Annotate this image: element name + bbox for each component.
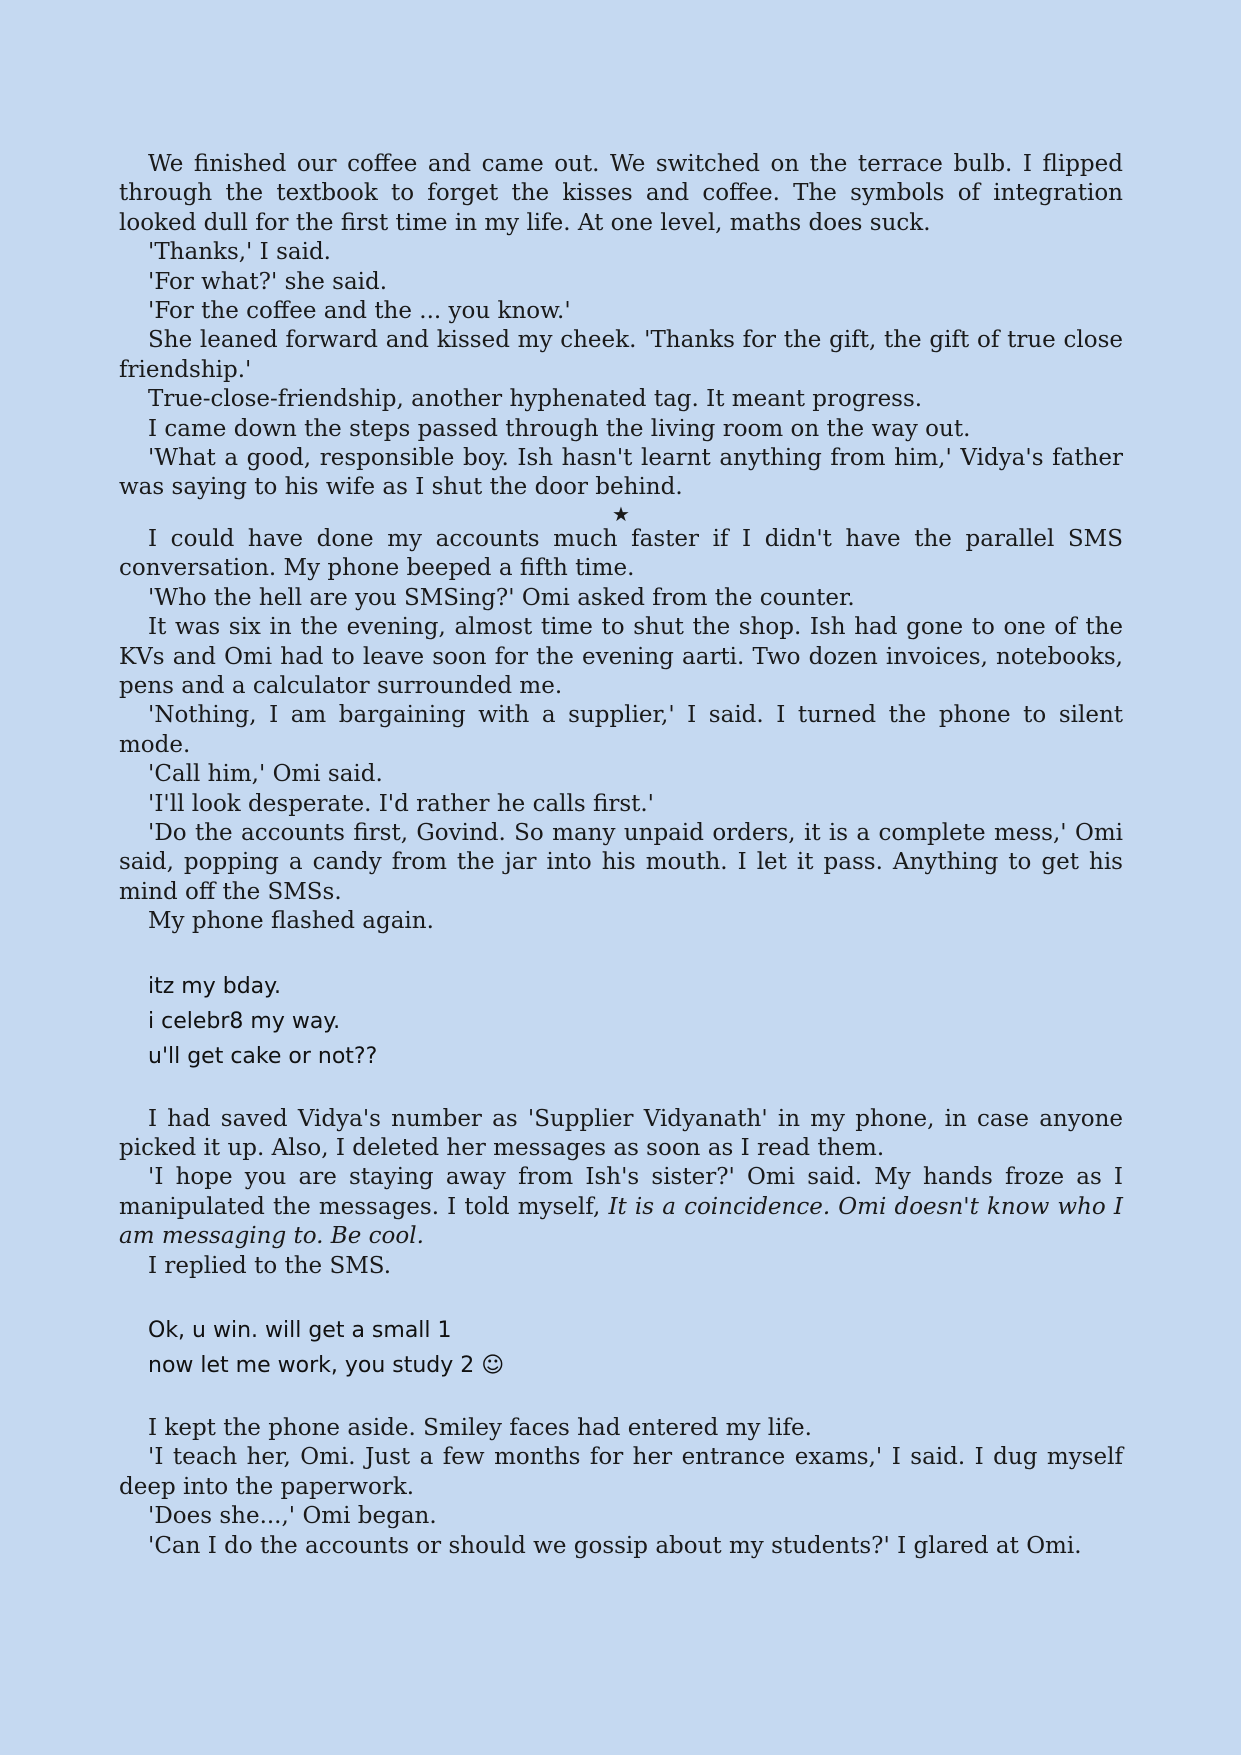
sms-message-block — [148, 969, 1123, 1074]
paragraph: I kept the phone aside. Smiley faces had entered my life. — [148, 1415, 812, 1441]
paragraph: I had saved Vidya's number as 'Supplier Vidyanath' in my phone, in case anyone picked it up. Also, I deleted her messages as soon as I read them. — [119, 1105, 1123, 1161]
paragraph: 'Nothing, I am bargaining with a supplier,' I said. I turned the phone to silent mode. — [119, 702, 1123, 758]
paragraph: 'I teach her, Omi. Just a few months for her entrance exams,' I said. I dug myself deep into the paperwork. — [119, 1444, 1123, 1500]
paragraph: 'For what?' she said. — [148, 268, 388, 295]
paragraph: 'Do the accounts first, Govind. So many unpaid orders, it is a complete mess,' Omi said, popping a candy from the jar into his mouth. I let it pass. Anything to get his mind off the SMSs. — [119, 819, 1123, 905]
paragraph: My phone flashed again. — [148, 908, 434, 935]
sms-line: i celebr8 my way. — [148, 1008, 341, 1034]
book-page — [119, 150, 1123, 1561]
paragraph: I could have done my accounts much faster if I didn't have the parallel SMS conversation. My phone beeped a fifth time. — [119, 525, 1123, 582]
paragraph: I replied to the SMS. — [148, 1252, 392, 1279]
italic-thought: It is a coincidence. Omi doesn't know who I am messaging to. Be cool. — [119, 1193, 1123, 1250]
paragraph: 'I'll look desperate. I'd rather he calls first.' — [148, 790, 654, 817]
paragraph: 'What a good, responsible boy. Ish hasn't learnt anything from him,' Vidya's father was saying to his wife as I shut the door behind. — [119, 445, 1123, 501]
paragraph: She leaned forward and kissed my cheek. 'Thanks for the gift, the gift of true close friendship.' — [119, 327, 1123, 383]
paragraph: 'Does she...,' Omi began. — [148, 1503, 437, 1530]
section-divider-star-icon: ★ — [612, 501, 630, 526]
paragraph: 'For the coffee and the ... you know.' — [148, 298, 571, 325]
sms-line: Ok, u win. will get a small 1 — [148, 1318, 452, 1343]
paragraph: It was six in the evening, almost time to shut the shop. Ish had gone to one of the KVs and Omi had to leave soon for the evening aarti. Two dozen invoices, notebooks, pens and a calculator surrounded me. — [119, 614, 1123, 699]
sms-line: u'll get cake or not?? — [148, 1043, 378, 1069]
paragraph-text: 'I hope you are staying away from Ish's sister?' Omi said. My hands froze as I manipulated the messages. I told myself, — [119, 1164, 1123, 1220]
paragraph: I came down the steps passed through the living room on the way out. — [148, 415, 971, 442]
sms-line: itz my bday. — [148, 973, 282, 999]
sms-reply-block — [148, 1313, 1123, 1383]
paragraph: 'Thanks,' I said. — [148, 239, 331, 266]
paragraph: 'Can I do the accounts or should we gossip about my students?' I glared at Omi. — [148, 1532, 1082, 1559]
paragraph — [119, 1163, 1123, 1251]
paragraph: 'Call him,' Omi said. — [148, 761, 383, 788]
paragraph: We finished our coffee and came out. We switched on the terrace bulb. I flipped through the textbook to forget the kisses and coffee. The symbols of integration looked dull for the first time in my life. At one level, maths does suck. — [119, 151, 1123, 236]
paragraph: True-close-friendship, another hyphenated tag. It meant progress. — [148, 386, 923, 413]
sms-line: now let me work, you study 2 ☺ — [148, 1353, 505, 1378]
paragraph: 'Who the hell are you SMSing?' Omi asked from the counter. — [148, 584, 855, 611]
